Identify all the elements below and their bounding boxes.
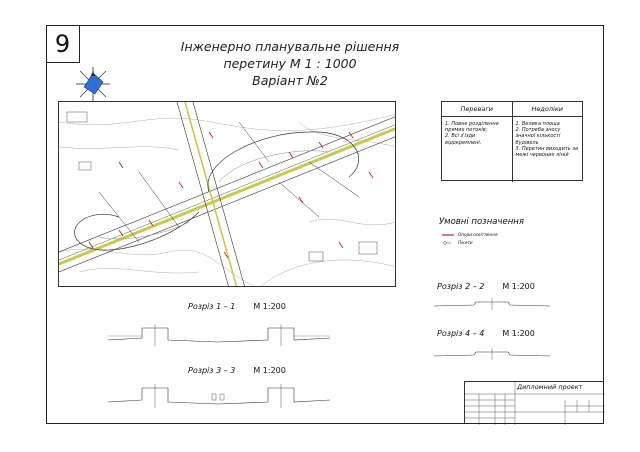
title-line-2: перетину М 1 : 1000 — [223, 56, 357, 71]
cross-section-2 — [434, 294, 550, 314]
disadvantages-header: Недоліки — [531, 105, 563, 113]
drawing-title — [160, 38, 420, 89]
section-name: Розріз 3 – 3 — [188, 366, 236, 375]
section-scale: М 1:200 — [253, 366, 286, 375]
disadvantage-item: 1. Велика площа — [515, 121, 560, 127]
legend-title: Умовні позначення — [439, 217, 524, 227]
section-scale: М 1:200 — [253, 302, 286, 311]
section-1-label — [188, 302, 286, 311]
disadvantages-list — [513, 117, 583, 182]
light-pole-icon — [442, 233, 454, 237]
cross-section-3 — [108, 380, 330, 416]
stamp-grid — [465, 382, 605, 425]
title-block — [464, 381, 604, 424]
legend-item-pickets — [442, 240, 473, 245]
legend-item-poles — [442, 232, 498, 237]
cross-section-4 — [434, 344, 550, 364]
comparison-table — [441, 101, 583, 181]
advantage-item: 1. Повне розділення прямих потоків; — [445, 121, 499, 134]
section-name: Розріз 4 – 4 — [437, 329, 485, 338]
section-name: Розріз 2 – 2 — [437, 282, 485, 291]
section-name: Розріз 1 – 1 — [188, 302, 236, 311]
legend-label: Опори освітлення — [458, 232, 498, 237]
section-3-label — [188, 366, 286, 375]
advantages-list — [442, 117, 513, 182]
disadvantage-item: 3. Перетин виходить за межі червоних ліній — [515, 145, 579, 159]
intersection-plan — [58, 101, 396, 287]
picket-icon — [442, 241, 454, 245]
sheet-number: 9 — [46, 25, 80, 63]
section-scale: М 1:200 — [502, 329, 535, 338]
cross-section-1 — [108, 318, 330, 354]
section-4-label — [437, 329, 535, 338]
legend-label: Пікети — [458, 240, 473, 245]
title-line-1: Інженерно планувальне рішення — [180, 39, 400, 54]
section-2-label — [437, 282, 535, 291]
disadvantage-item: 2. Потреба зносу значної кількості будівель — [515, 127, 561, 146]
stamp-title: Дипломний проект — [517, 383, 583, 391]
wind-rose-icon — [76, 67, 110, 101]
title-line-3: Варіант №2 — [252, 73, 328, 88]
advantage-item: 2. Всі з'їзди відокремлені. — [445, 133, 482, 146]
section-scale: М 1:200 — [502, 282, 535, 291]
advantages-header: Переваги — [442, 102, 513, 116]
plan-drawing — [59, 102, 396, 287]
